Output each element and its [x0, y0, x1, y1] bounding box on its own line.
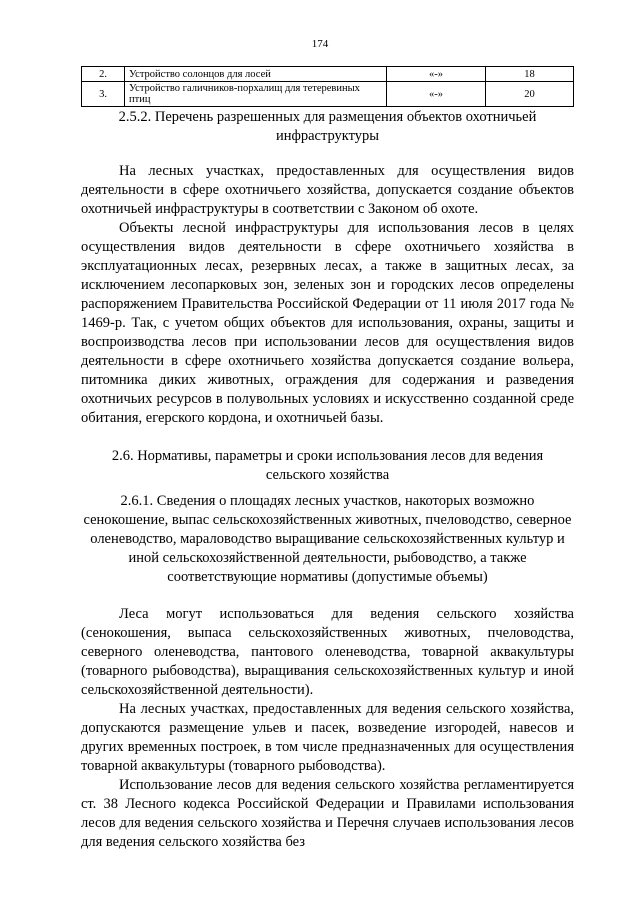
- paragraph: На лесных участках, предоставленных для осуществления видов деятельности в сфере охотничьего хозяйства, допускается создание объектов охотничьей инфраструктуры в соответствии с Законом об охоте.: [81, 163, 574, 217]
- paragraph: Леса могут использоваться для ведения сельского хозяйства (сенокошения, выпаса сельскохозяйственных животных, пчеловодства, северного оленеводства, пантового оленеводства, товарной аквакультуры (товарного рыбоводства), выращивания сельскохозяйственных культур и иной сельскохозяйственной деятельности).: [81, 606, 574, 698]
- continued-table: [81, 66, 574, 107]
- paragraph: Использование лесов для ведения сельского хозяйства регламентируется ст. 38 Лесного кодекса Российской Федерации и Правилами использования лесов для ведения сельского хозяйства и Перечня случаев использования лесов для ведения сельского хозяйства без: [81, 777, 574, 850]
- section-heading-2-6-1: 2.6.1. Сведения о площадях лесных участков, накоторых возможно сенокошение, выпас сельскохозяйственных животных, пчеловодство, северное оленеводство, мараловодство выращивание сельскохозяйственных культур и иной сельскохозяйственной деятельности, рыбоводство, а также соответствующие нормативы (допустимые объемы): [83, 493, 572, 585]
- table-cell-num: 2.: [82, 67, 125, 82]
- section-heading-2-5-2: 2.5.2. Перечень разрешенных для размещения объектов охотничьей инфраструктуры: [118, 109, 537, 144]
- table-cell-value: 18: [486, 67, 574, 82]
- table-row: [82, 82, 574, 107]
- table-cell-value: 20: [486, 82, 574, 107]
- paragraph: Объекты лесной инфраструктуры для использования лесов в целях осуществления видов деятельности в сфере охотничьего хозяйства в эксплуатационных лесах, резервных лесах, а также в защитных лесах, за исключением лесопарковых зон, зеленых зон и городских лесов определены распоряжением Правительства Российской Федерации от 11 июля 2017 года № 1469-р. Так, с учетом общих объектов для использования, охраны, защиты и воспроизводства лесов при использовании лесов для осуществления видов деятельности в сфере охотничьего хозяйства допускается создание вольера, питомника диких животных, ограждения для содержания и разведения охотничьих ресурсов в полувольных условиях и искусственно созданной среде обитания, егерского кордона, и охотничьей базы.: [81, 220, 574, 426]
- page-number: 174: [311, 38, 329, 50]
- paragraph: На лесных участках, предоставленных для ведения сельского хозяйства, допускаются размещение ульев и пасек, возведение изгородей, навесов и других временных построек, в том числе предназначенных для осуществления товарной аквакультуры (товарного рыбоводства).: [81, 701, 574, 774]
- table-cell-num: 3.: [82, 82, 125, 107]
- table-cell-name: Устройство солонцов для лосей: [125, 67, 387, 82]
- section-heading-2-6: 2.6. Нормативы, параметры и сроки использования лесов для ведения сельского хозяйства: [111, 448, 544, 483]
- table-cell-unit: «-»: [387, 82, 486, 107]
- table-row: [82, 67, 574, 82]
- table-cell-name: Устройство галичников-порхалищ для тетеревиных птиц: [125, 82, 387, 107]
- table-cell-unit: «-»: [387, 67, 486, 82]
